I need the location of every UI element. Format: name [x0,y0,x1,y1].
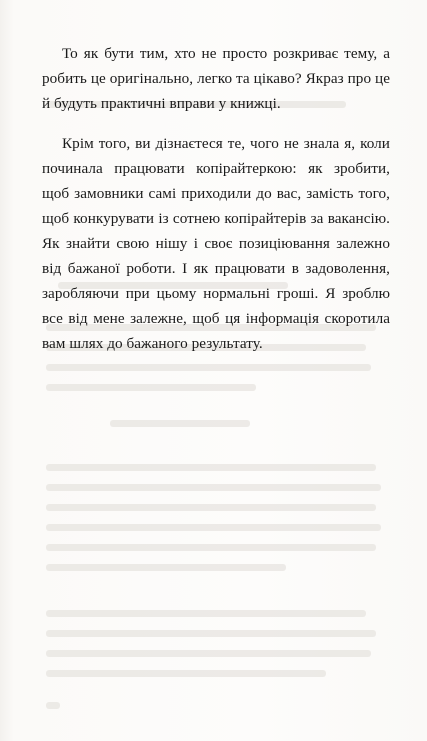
paragraph: Крім того, ви дізнаєтеся те, чого не знала я, коли починала працювати копірайтеркою: як зробити, щоб замовники самі приходили до вас, замість того, щоб конкурувати із сотнею копірайтерів за вакансію. Як знайти свою нішу і своє позиціювання залежно від бажаної роботи. І як працювати в задоволення, заробляючи при цьому нормальні гроші. Я зроблю все від мене залежне, щоб ця інформація скоротила вам шлях до бажаного результату. [42,135,390,352]
bleed-through-line [46,524,381,531]
bleed-through-line [46,630,376,637]
bleed-through-line [46,670,326,677]
bleed-through-line [46,384,256,391]
bleed-through-line [46,544,376,551]
bleed-through-line [46,702,60,709]
bleed-through-line [110,420,250,427]
bleed-through-line [46,610,366,617]
paragraph-block-1 [42,41,390,116]
paragraph-block-2 [42,131,390,356]
bleed-through-line [46,650,371,657]
bleed-through-line [46,484,381,491]
bleed-through-line [46,464,376,471]
bleed-through-line [46,364,371,371]
bleed-through-line [46,564,286,571]
bleed-through-line [46,504,376,511]
paragraph: То як бути тим, хто не просто розкриває тему, а робить це оригінально, легко та цікаво? Якраз про це й будуть практичні вправи у книжці. [42,45,390,112]
